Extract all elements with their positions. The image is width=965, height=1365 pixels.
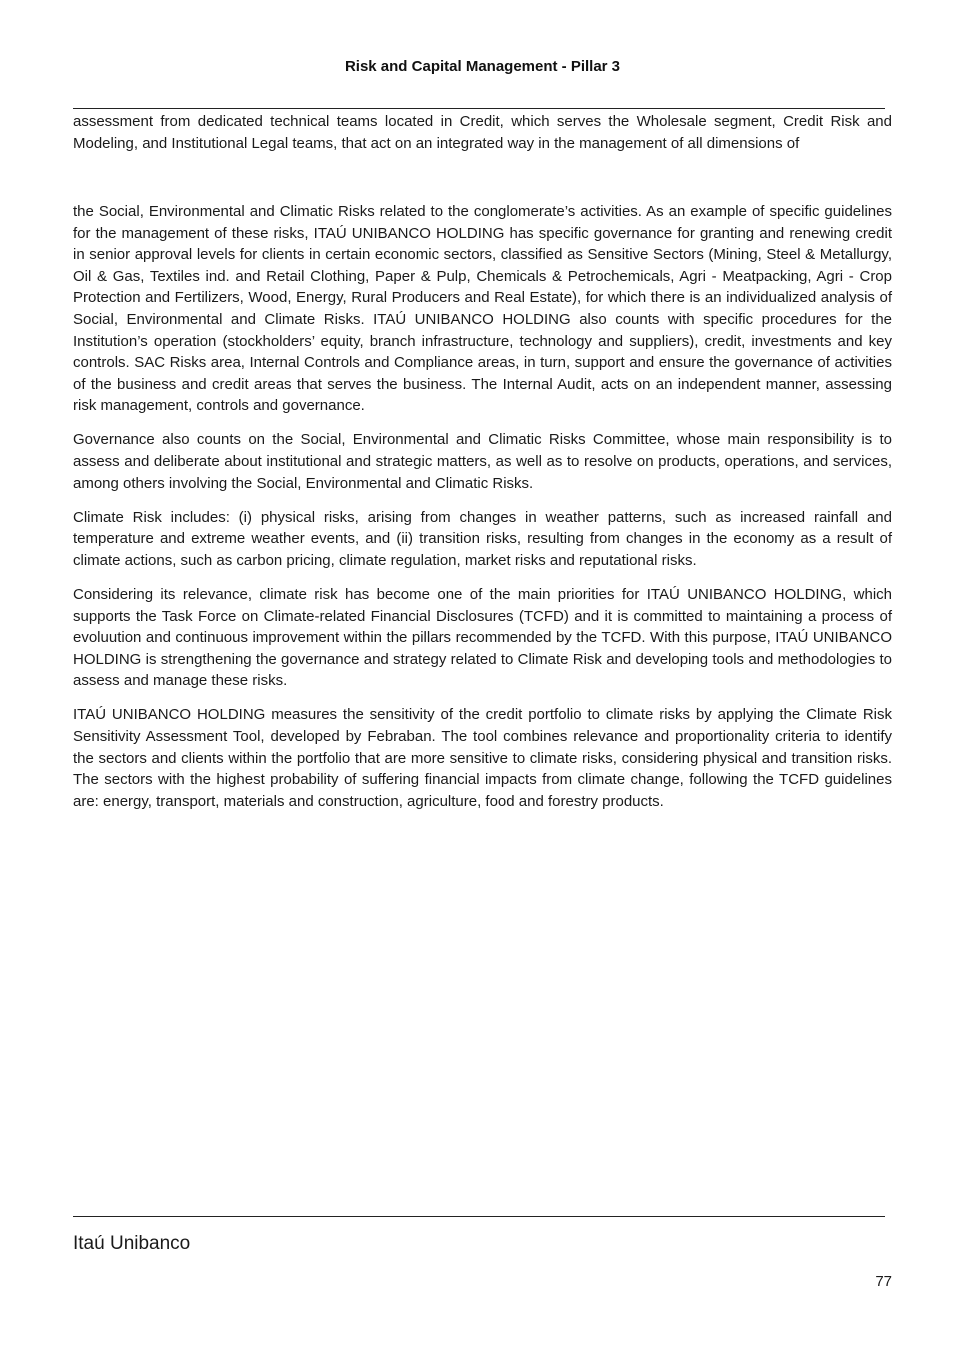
main-text-block bbox=[73, 201, 892, 825]
paragraph-climate-risk-definition: Climate Risk includes: (i) physical risks, arising from changes in weather patterns, such as increased rainfall and temperature and extreme weather events, and (ii) transition risks, resulting from changes in the economy as a result of climate actions, such as carbon pricing, climate regulation, market risks and reputational risks. bbox=[73, 508, 892, 569]
footer-divider bbox=[73, 1216, 885, 1217]
page-number: 77 bbox=[875, 1273, 892, 1290]
paragraph-governance-committee: Governance also counts on the Social, Environmental and Climatic Risks Committee, whose main responsibility is to assess and deliberate about institutional and strategic matters, as well as to resolve on products, operations, and services, among others involving the Social, Environmental and Climatic Risks. bbox=[73, 431, 892, 492]
intro-text-block bbox=[73, 111, 892, 167]
footer-company-name: Itaú Unibanco bbox=[73, 1233, 191, 1254]
paragraph-sensitive-sectors: the Social, Environmental and Climatic Risks related to the conglomerate’s activities. As an example of specific guidelines for the management of these risks, ITAÚ UNIBANCO HOLDING has specific governance for granting and renewing credit in senior approval levels for clients in certain economic sectors, classified as Sensitive Sectors (Mining, Steel & Metallurgy, Oil & Gas, Textiles ind. and Retail Clothing, Paper & Pulp, Chemicals & Petrochemicals, Agri - Meatpacking, Agri - Crop Protection and Fertilizers, Wood, Energy, Rural Producers and Real Estate), for which there is an individualized analysis of Social, Environmental and Climate Risks. ITAÚ UNIBANCO HOLDING also counts with specific procedures for the Institution’s operation (stockholders’ equity, branch infrastructure, technology and suppliers), credit, investments and key controls. SAC Risks area, Internal Controls and Compliance areas, in turn, support and ensure the governance of activities of the business and credit areas that serves the business. The Internal Audit, acts on an independent manner, assessing risk management, controls and governance. bbox=[73, 203, 892, 415]
page-header-title: Risk and Capital Management - Pillar 3 bbox=[344, 58, 621, 75]
intro-paragraph: assessment from dedicated technical teams located in Credit, which serves the Wholesale segment, Credit Risk and Modeling, and Institutional Legal teams, that act on an integrated way in the management of all dimensions of bbox=[73, 113, 892, 152]
paragraph-sensitivity-tool: ITAÚ UNIBANCO HOLDING measures the sensitivity of the credit portfolio to climate risks by applying the Climate Risk Sensitivity Assessment Tool, developed by Febraban. The tool combines relevance and proportionality criteria to identify the sectors and clients within the portfolio that are more sensitive to climate risks, considering physical and transition risks. The sectors with the highest probability of suffering financial impacts from climate change, following the TCFD guidelines are: energy, transport, materials and construction, agriculture, food and forestry products. bbox=[73, 706, 892, 810]
header-divider bbox=[73, 108, 885, 109]
paragraph-tcfd-priorities: Considering its relevance, climate risk has become one of the main priorities for ITAÚ UNIBANCO HOLDING, which supports the Task Force on Climate-related Financial Disclosures (TCFD) and it is committed to maintaining a process of evoluution and continuous improvement within the pillars recommended by the TCFD. With this purpose, ITAÚ UNIBANCO HOLDING is strengthening the governance and strategy related to Climate Risk and developing tools and methodologies to assess and manage these risks. bbox=[73, 586, 892, 690]
